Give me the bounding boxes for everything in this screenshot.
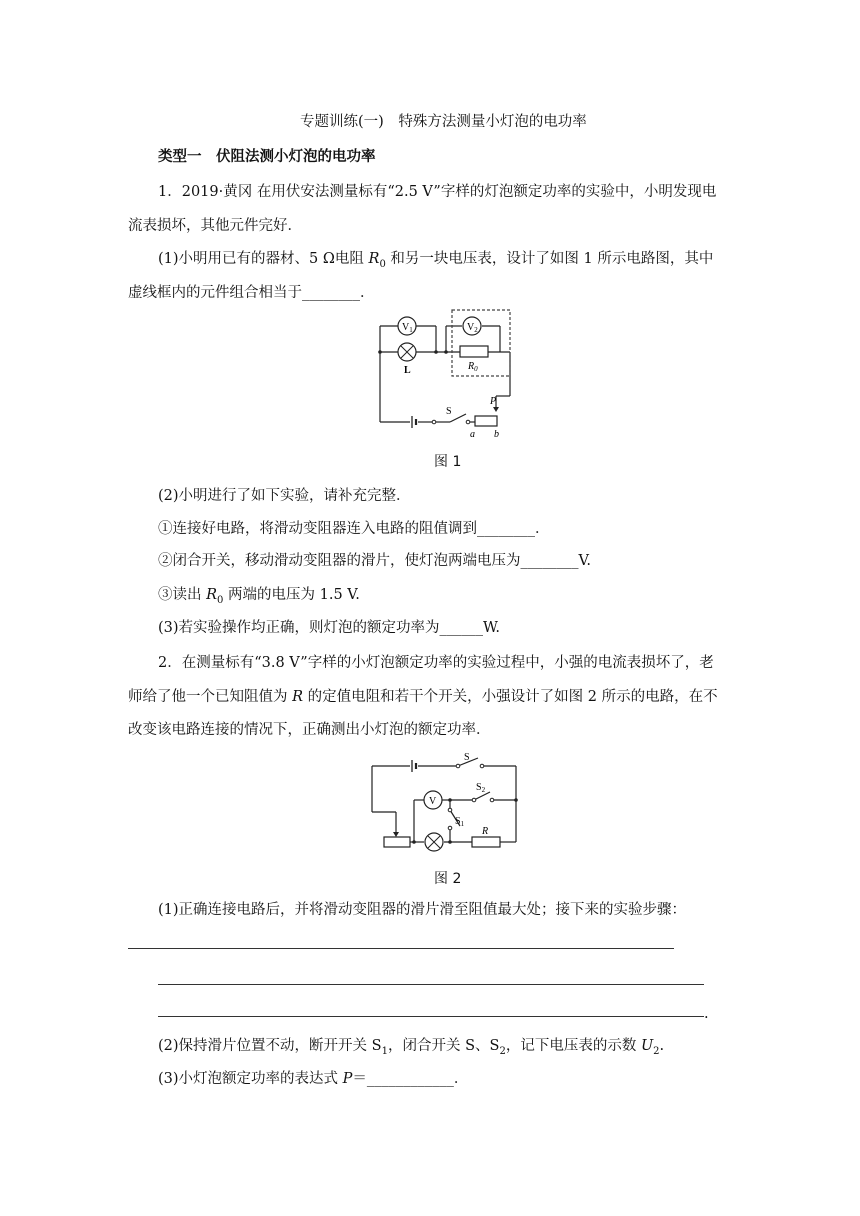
page-title: 专题训练(一) 特殊方法测量小灯泡的电功率 — [300, 114, 587, 130]
q2-part2: (2)保持滑片位置不动，断开开关 $S_1$，闭合开关 S、$S_2$，记下电压表的示数 $U_2$. — [158, 1038, 665, 1057]
figure-2-caption: 图 2 — [434, 871, 462, 887]
q1-step3: ③读出 $R_0$ 两端的电压为 1.5 V. — [158, 587, 360, 606]
q1-step1: ①连接好电路，将滑动变阻器连入电路的阻值调到________． — [158, 521, 550, 537]
s1-label: $S_1$ — [455, 816, 465, 828]
answer-line-1[interactable] — [128, 948, 674, 949]
answer-period: . — [704, 1006, 709, 1022]
lamp-label: L — [404, 365, 411, 376]
r-label: R — [482, 826, 489, 837]
answer-line-2[interactable] — [158, 984, 704, 985]
q2-part3: (3)小灯泡额定功率的表达式 P＝____________． — [158, 1071, 469, 1087]
terminal-b-label: b — [494, 429, 499, 440]
section-heading: 类型一 伏阻法测小灯泡的电功率 — [158, 148, 376, 165]
r0-label: $R_0$ — [468, 361, 478, 373]
figure-1-caption: 图 1 — [434, 454, 462, 470]
circuit-figure-2 — [366, 748, 526, 860]
q2-line2: 师给了他一个已知阻值为 R 的定值电阻和若干个开关，小强设计了如图 2 所示的电路，在不 — [128, 689, 718, 705]
v-label: V — [429, 796, 437, 807]
switch-label: S — [446, 406, 452, 417]
s-label: S — [464, 752, 470, 763]
answer-line-3[interactable] — [158, 1016, 704, 1017]
q2-line3: 改变该电路连接的情况下，正确测出小灯泡的额定功率． — [128, 722, 491, 738]
slider-p-label: P — [490, 396, 497, 407]
q1-part1-line2: 虚线框内的元件组合相当于________． — [128, 285, 375, 301]
v2-label: $V_2$ — [467, 322, 478, 334]
q1-line2: 流表损坏，其他元件完好． — [128, 218, 302, 234]
terminal-a-label: a — [470, 429, 475, 440]
q2-line1: 2．在测量标有“3.8 V”字样的小灯泡额定功率的实验过程中，小强的电流表损坏了，老 — [158, 655, 714, 671]
q1-part3: (3)若实验操作均正确，则灯泡的额定功率为______W. — [158, 620, 501, 636]
q2-part1: (1)正确连接电路后，并将滑动变阻器的滑片滑至阻值最大处；接下来的实验步骤： — [158, 902, 687, 918]
q1-part2: (2)小明进行了如下实验，请补充完整． — [158, 488, 411, 504]
s2-label: $S_2$ — [476, 782, 486, 794]
q1-part1-line1: (1)小明用已有的器材、5 Ω电阻 $R_0$ 和另一块电压表，设计了如图 1 所示电路图，其中 — [158, 251, 714, 270]
q1-step2: ②闭合开关，移动滑动变阻器的滑片，使灯泡两端电压为________V. — [158, 553, 592, 569]
v1-label: $V_1$ — [402, 322, 413, 334]
circuit-figure-1 — [370, 306, 530, 442]
q1-line1: 1．2019·黄冈 在用伏安法测量标有“2.5 V”字样的灯泡额定功率的实验中，小明发现电 — [158, 184, 717, 200]
